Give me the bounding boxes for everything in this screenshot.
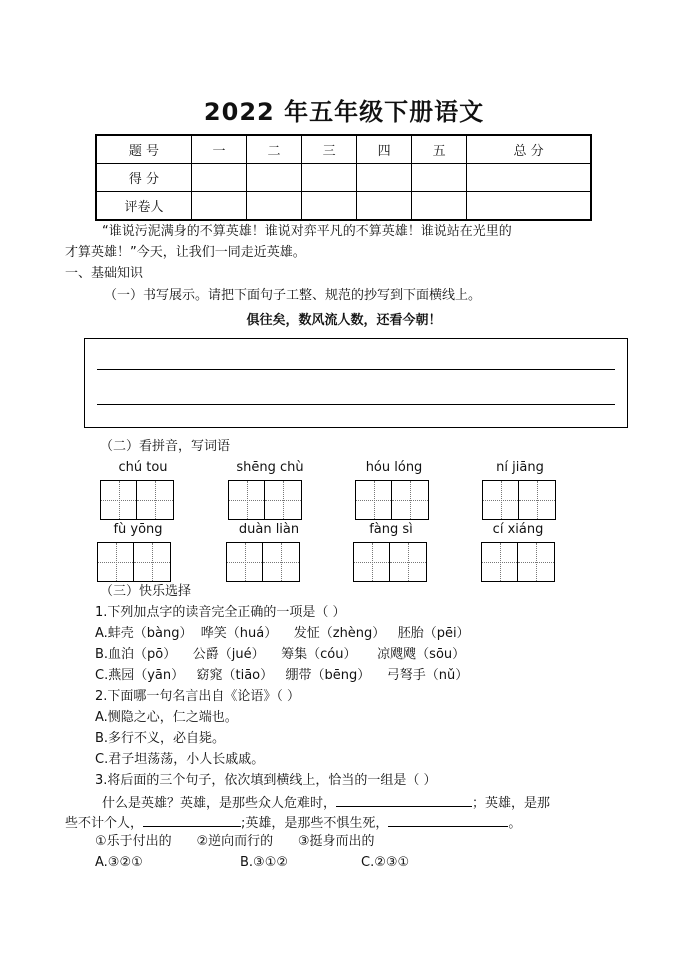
writing-line[interactable]: [97, 404, 615, 405]
option-a[interactable]: A.蚌壳（bàng） 哗笑（huá） 发怔（zhèng） 胚胎（pēi）: [95, 626, 470, 641]
table-cell[interactable]: [247, 164, 302, 192]
table-cell[interactable]: [302, 192, 357, 221]
fill-blank[interactable]: [388, 812, 508, 827]
tianzige-box[interactable]: [482, 480, 556, 520]
fill-options: ①乐于付出的 ②逆向而行的 ③挺身而出的: [95, 834, 375, 849]
table-cell[interactable]: [192, 164, 247, 192]
tianzige-box[interactable]: [228, 480, 302, 520]
writing-line[interactable]: [97, 369, 615, 370]
option-c[interactable]: C.君子坦荡荡，小人长戚戚。: [95, 752, 265, 767]
table-cell[interactable]: [302, 164, 357, 192]
table-cell: 二: [247, 135, 302, 164]
option-a[interactable]: A.恻隐之心，仁之端也。: [95, 710, 238, 725]
pinyin-label: shēng chù: [236, 460, 304, 475]
fill-text: ;英雄，是那些不惧生死，: [241, 816, 389, 831]
pinyin-label: cí xiáng: [492, 522, 544, 537]
table-cell: 评卷人: [96, 192, 192, 221]
fill-sentence-2: [65, 812, 635, 834]
tianzige-box[interactable]: [100, 480, 174, 520]
table-row: [96, 192, 591, 221]
pinyin-label: ní jiāng: [496, 460, 544, 475]
copy-sentence: 俱往矣，数风流人数，还看今朝！: [246, 313, 442, 328]
fill-sentence-1: [102, 792, 672, 814]
table-cell[interactable]: [192, 192, 247, 221]
fill-blank[interactable]: [143, 812, 241, 827]
part3-heading: （三）快乐选择: [100, 584, 192, 599]
fill-text: 些不计个人，: [65, 816, 144, 831]
table-cell: 一: [192, 135, 247, 164]
question-3: 3.将后面的三个句子，依次填到横线上，恰当的一组是（ ）: [95, 773, 437, 788]
section-heading: 一、基础知识: [65, 266, 144, 281]
fill-text: ；英雄，是那: [472, 796, 551, 811]
writing-box[interactable]: [84, 338, 628, 428]
question-2: 2.下面哪一句名言出自《论语》（ ）: [95, 689, 301, 704]
option-b[interactable]: B.血泊（pō） 公爵（jué） 筹集（cóu） 凉飕飕（sōu）: [95, 647, 466, 662]
table-row: [96, 164, 591, 192]
part2-heading: （二）看拼音，写词语: [100, 439, 231, 454]
table-cell[interactable]: [467, 192, 591, 221]
table-cell[interactable]: [412, 164, 467, 192]
pinyin-label: duàn liàn: [238, 522, 300, 537]
tianzige-box[interactable]: [97, 542, 171, 582]
intro-line-2: 才算英雄！”今天，让我们一同走近英雄。: [65, 245, 306, 260]
table-cell: 三: [302, 135, 357, 164]
intro-line-1: “谁说污泥满身的不算英雄！谁说对弈平凡的不算英雄！谁说站在光里的: [102, 224, 512, 239]
table-cell: 题 号: [96, 135, 192, 164]
tianzige-box[interactable]: [226, 542, 300, 582]
table-cell[interactable]: [247, 192, 302, 221]
pinyin-label: chú tou: [118, 460, 168, 475]
option-c[interactable]: C.燕园（yān） 窈窕（tiāo） 绷带（bēng） 弓弩手（nǔ）: [95, 668, 469, 683]
table-cell: 得 分: [96, 164, 192, 192]
pinyin-label: hóu lóng: [365, 460, 423, 475]
fill-text: 。: [508, 816, 522, 831]
option-c[interactable]: C.②③①: [361, 855, 410, 870]
part1-heading: （一）书写展示。请把下面句子工整、规范的抄写到下面横线上。: [104, 288, 482, 303]
score-table: [95, 134, 592, 221]
pinyin-label: fù yōng: [113, 522, 163, 537]
table-cell: 五: [412, 135, 467, 164]
table-cell[interactable]: [357, 164, 412, 192]
question-1: 1.下列加点字的读音完全正确的一项是（ ）: [95, 605, 346, 620]
fill-blank[interactable]: [336, 792, 472, 807]
fill-text: 什么是英雄？英雄，是那些众人危难时，: [102, 796, 337, 811]
tianzige-box[interactable]: [353, 542, 427, 582]
option-b[interactable]: B.③①②: [240, 855, 289, 870]
score-table-header: [96, 135, 591, 164]
table-cell[interactable]: [357, 192, 412, 221]
tianzige-box[interactable]: [481, 542, 555, 582]
tianzige-box[interactable]: [355, 480, 429, 520]
option-a[interactable]: A.③②①: [95, 855, 143, 870]
page-title: 2022 年五年级下册语文: [203, 98, 485, 126]
option-b[interactable]: B.多行不义，必自毙。: [95, 731, 226, 746]
table-cell[interactable]: [412, 192, 467, 221]
table-cell[interactable]: [467, 164, 591, 192]
table-cell: 总 分: [467, 135, 591, 164]
table-cell: 四: [357, 135, 412, 164]
pinyin-label: fàng sì: [369, 522, 413, 537]
